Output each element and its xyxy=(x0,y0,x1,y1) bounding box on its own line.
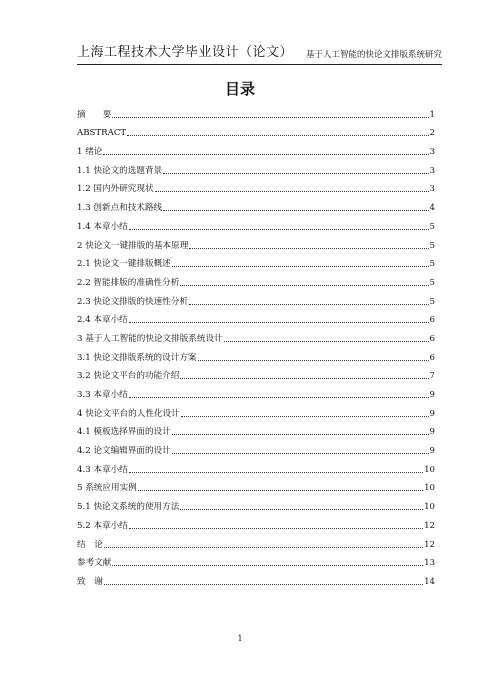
toc-entry-page: 5 xyxy=(429,296,435,307)
toc-entry[interactable] xyxy=(77,157,435,176)
toc-entry-label: 2.4 本章小结 xyxy=(77,315,128,326)
header-thesis-title: 基于人工智能的快论文排版系统研究 xyxy=(305,50,442,60)
toc-leader-dots xyxy=(155,191,429,192)
toc-entry[interactable] xyxy=(77,568,435,587)
toc-leader-dots xyxy=(198,360,429,361)
toc-entry-page: 1 xyxy=(429,109,435,120)
toc-entry-page: 14 xyxy=(424,576,435,587)
toc-entry-page: 7 xyxy=(429,371,435,382)
page-number: 1 xyxy=(237,634,243,643)
toc-entry-page: 2 xyxy=(429,128,435,139)
toc-entry-label: 2 快论文一键排版的基本原理 xyxy=(77,240,189,251)
toc-entry[interactable] xyxy=(77,531,435,550)
toc-entry-label: 1.2 国内外研究现状 xyxy=(77,184,154,195)
toc-entry-page: 10 xyxy=(424,502,435,513)
toc-entry-page: 10 xyxy=(424,483,435,494)
toc-leader-dots xyxy=(172,266,429,267)
toc-entry-label: 3.3 本章小结 xyxy=(77,390,128,400)
toc-leader-dots xyxy=(172,434,429,435)
toc-entry[interactable] xyxy=(77,251,435,270)
toc-entry-label: 5.2 本章小结 xyxy=(77,520,128,531)
toc-leader-dots xyxy=(224,341,429,342)
toc-entry-page: 3 xyxy=(429,165,435,176)
toc-leader-dots xyxy=(103,154,428,155)
toc-entry[interactable] xyxy=(77,232,435,251)
toc-entry-label: 3.1 快论文排版系统的设计方案 xyxy=(77,352,197,363)
toc-entry-label: 1 绪论 xyxy=(77,147,103,158)
toc-entry-page: 9 xyxy=(429,427,435,438)
toc-leader-dots xyxy=(172,453,429,454)
toc-entry[interactable] xyxy=(77,363,435,382)
toc-entry-page: 5 xyxy=(429,221,435,232)
toc-entry-label: 2.1 快论文一键排版概述 xyxy=(77,259,171,270)
toc-leader-dots xyxy=(180,509,423,510)
toc-leader-dots xyxy=(129,528,423,529)
toc-entry[interactable] xyxy=(77,138,435,157)
toc-title: 目录 xyxy=(224,80,255,98)
toc-entry[interactable] xyxy=(77,400,435,419)
toc-entry-page: 9 xyxy=(429,390,435,400)
toc-entry-page: 6 xyxy=(429,333,435,344)
toc-entry-label: 1.1 快论文的选题背景 xyxy=(77,165,163,176)
toc-entry[interactable] xyxy=(77,419,435,438)
toc-leader-dots xyxy=(163,173,428,174)
toc-entry[interactable] xyxy=(77,550,435,569)
toc-leader-dots xyxy=(189,304,429,305)
toc-entry-page: 6 xyxy=(429,352,435,363)
toc-leader-dots xyxy=(180,285,428,286)
toc-leader-dots xyxy=(129,472,423,473)
toc-entry[interactable] xyxy=(77,213,435,232)
toc-entry[interactable] xyxy=(77,512,435,531)
toc-leader-dots xyxy=(129,397,429,398)
toc-entry-page: 9 xyxy=(429,408,435,419)
toc-entry[interactable] xyxy=(77,456,435,475)
toc-leader-dots xyxy=(112,117,428,118)
toc-entry-label: 3.2 快论文平台的功能介绍 xyxy=(77,371,180,382)
toc-entry[interactable] xyxy=(77,493,435,512)
toc-entry-label: 4.3 本章小结 xyxy=(77,464,128,475)
toc-entry-label: 5.1 快论文系统的使用方法 xyxy=(77,502,180,513)
toc-entry-label: 致 谢 xyxy=(77,576,103,587)
toc-entry-label: 3 基于人工智能的快论文排版系统设计 xyxy=(77,333,223,344)
toc-entry[interactable] xyxy=(77,381,435,400)
page-header xyxy=(77,44,442,65)
toc-leader-dots xyxy=(104,547,423,548)
toc-entry-label: 4 快论文平台的人性化设计 xyxy=(77,408,180,419)
toc-leader-dots xyxy=(138,490,423,491)
toc-leader-dots xyxy=(129,322,429,323)
toc-leader-dots xyxy=(129,229,429,230)
toc-leader-dots xyxy=(104,584,423,585)
toc-leader-dots xyxy=(163,210,428,211)
toc-entry[interactable] xyxy=(77,120,435,139)
toc-entry[interactable] xyxy=(77,344,435,363)
toc-entry-page: 12 xyxy=(424,520,435,531)
toc-entry-label: ABSTRACT xyxy=(77,128,127,139)
toc-entry-page: 9 xyxy=(429,446,435,457)
toc-entry[interactable] xyxy=(77,288,435,307)
toc-leader-dots xyxy=(180,378,428,379)
toc-entry-page: 4 xyxy=(429,203,435,214)
toc-entry-label: 1.4 本章小结 xyxy=(77,221,128,232)
toc-entry-label: 1.3 创新点和技术路线 xyxy=(77,203,163,214)
toc-entry-page: 12 xyxy=(424,539,435,550)
toc-leader-dots xyxy=(181,416,429,417)
toc-entry-label: 2.3 快论文排版的快速性分析 xyxy=(77,296,188,307)
toc-entry[interactable] xyxy=(77,101,435,120)
toc-entry-page: 5 xyxy=(429,259,435,270)
toc-entry[interactable] xyxy=(77,307,435,326)
toc-entry-page: 5 xyxy=(429,277,435,288)
toc-entry-page: 3 xyxy=(429,184,435,195)
toc-entry-page: 3 xyxy=(429,147,435,158)
toc-entry[interactable] xyxy=(77,325,435,344)
toc-leader-dots xyxy=(127,135,428,136)
toc-entry[interactable] xyxy=(77,437,435,456)
toc-entry-label: 4.1 模板选择界面的设计 xyxy=(77,427,171,438)
toc-entry-page: 5 xyxy=(429,240,435,251)
toc-entry-page: 13 xyxy=(424,558,435,569)
toc-entry[interactable] xyxy=(77,269,435,288)
toc-leader-dots xyxy=(189,248,428,249)
toc-leader-dots xyxy=(112,565,423,566)
toc-entry-label: 结 论 xyxy=(77,539,103,550)
toc-entry[interactable] xyxy=(77,176,435,195)
toc-entry-page: 6 xyxy=(429,315,435,326)
toc-entry-label: 5 系统应用实例 xyxy=(77,483,137,494)
toc-entry-label: 2.2 智能排版的准确性分析 xyxy=(77,277,180,288)
toc-entry-label: 4.2 论文编辑界面的设计 xyxy=(77,446,171,457)
toc-entry-page: 10 xyxy=(424,464,435,475)
table-of-contents xyxy=(77,101,435,587)
toc-entry[interactable] xyxy=(77,194,435,213)
toc-entry-label: 参考文献 xyxy=(77,558,112,569)
toc-entry-label: 摘 要 xyxy=(77,109,112,120)
toc-entry[interactable] xyxy=(77,475,435,494)
header-school-title: 上海工程技术大学毕业设计（论文） xyxy=(77,45,294,60)
